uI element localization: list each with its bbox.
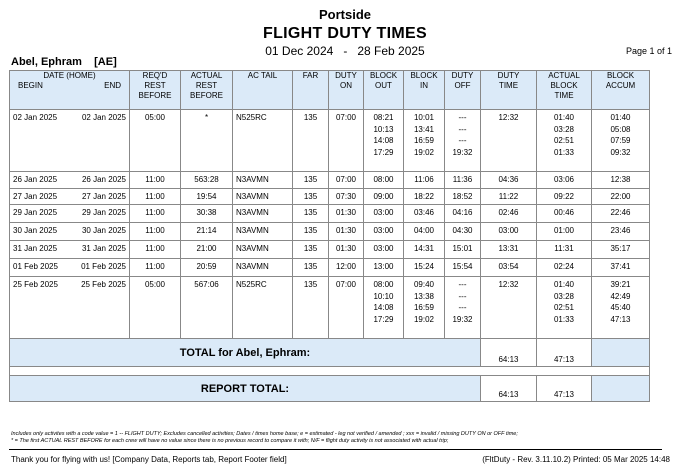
cell-block-out bbox=[364, 172, 404, 189]
cell-ac-tail: N3AVMN bbox=[233, 241, 293, 259]
footer-print-info: (FltDuty - Rev. 3.11.10.2) Printed: 05 Mar 2025 14:48 bbox=[482, 455, 670, 464]
cell-block-out bbox=[364, 110, 404, 172]
cell-block-accum-line: 09:32 bbox=[610, 147, 631, 157]
cell-block-out-line: 03:00 bbox=[373, 208, 394, 217]
report-total-block: 47:13 bbox=[537, 376, 592, 402]
cell-actual-block-line: 03:28 bbox=[553, 124, 575, 134]
cell-reqd-rest: 11:00 bbox=[130, 241, 181, 259]
cell-block-out bbox=[364, 241, 404, 259]
cell-reqd-rest: 11:00 bbox=[130, 172, 181, 189]
header-block-in: BLOCK IN bbox=[404, 71, 445, 110]
header-duty-off: DUTY OFF bbox=[445, 71, 481, 110]
header-ac-tail: AC TAIL bbox=[233, 71, 293, 110]
report-total-row bbox=[10, 376, 650, 402]
cell-block-in-line: 04:00 bbox=[413, 226, 435, 235]
cell-far: 135 bbox=[293, 277, 329, 339]
date-end: 30 Jan 2025 bbox=[81, 226, 126, 235]
date-begin: 02 Jan 2025 bbox=[13, 113, 58, 122]
date-end: 31 Jan 2025 bbox=[81, 244, 126, 253]
cell-dates bbox=[10, 223, 130, 241]
cell-block-accum-line: 39:21 bbox=[610, 280, 631, 289]
cell-block-accum-line: 22:00 bbox=[610, 191, 631, 201]
cell-duty-on: 01:30 bbox=[329, 241, 364, 259]
cell-duty-off bbox=[445, 205, 481, 223]
cell-duty-on: 07:00 bbox=[329, 277, 364, 339]
header-date: DATE (HOME) BEGIN END bbox=[10, 71, 130, 110]
cell-actual-block bbox=[537, 241, 592, 259]
cell-block-in bbox=[404, 241, 445, 259]
cell-duty-off bbox=[445, 223, 481, 241]
cell-block-accum bbox=[592, 223, 650, 241]
cell-block-in-line: 09:40 bbox=[413, 280, 435, 289]
cell-actual-block-line: 00:46 bbox=[553, 208, 575, 217]
cell-far: 135 bbox=[293, 205, 329, 223]
cell-duty-time: 11:22 bbox=[481, 188, 537, 205]
cell-duty-off bbox=[445, 277, 481, 339]
cell-actual-rest: * bbox=[181, 110, 233, 172]
cell-block-out-line: 08:00 bbox=[373, 280, 394, 289]
range-separator: - bbox=[343, 44, 348, 58]
cell-duty-on: 07:00 bbox=[329, 172, 364, 189]
cell-far: 135 bbox=[293, 110, 329, 172]
table-row bbox=[10, 205, 650, 223]
cell-block-accum bbox=[592, 241, 650, 259]
cell-duty-off-line: 19:32 bbox=[452, 147, 473, 157]
cell-actual-block-line: 03:06 bbox=[553, 175, 575, 184]
cell-actual-block-line: 01:33 bbox=[553, 147, 575, 157]
cell-block-accum-line: 22:46 bbox=[610, 208, 631, 217]
cell-ac-tail: N525RC bbox=[233, 110, 293, 172]
cell-block-out-line: 08:21 bbox=[373, 113, 394, 122]
cell-block-accum-line: 05:08 bbox=[610, 124, 631, 134]
cell-block-out-line: 03:00 bbox=[373, 244, 394, 253]
cell-duty-on: 07:30 bbox=[329, 188, 364, 205]
date-begin: 26 Jan 2025 bbox=[13, 175, 58, 184]
cell-block-accum bbox=[592, 172, 650, 189]
header-block-accum: BLOCK ACCUM bbox=[592, 71, 650, 110]
cell-actual-block-line: 09:22 bbox=[553, 191, 575, 201]
crew-total-duty: 64:13 bbox=[481, 339, 537, 367]
footer-notes bbox=[11, 431, 683, 445]
cell-block-out-line: 09:00 bbox=[373, 191, 394, 201]
cell-block-in bbox=[404, 188, 445, 205]
table-row bbox=[10, 172, 650, 189]
cell-block-accum bbox=[592, 259, 650, 277]
header-duty-on: DUTY ON bbox=[329, 71, 364, 110]
cell-dates bbox=[10, 172, 130, 189]
cell-block-in-line: 15:24 bbox=[413, 262, 435, 271]
cell-dates bbox=[10, 205, 130, 223]
cell-block-in bbox=[404, 205, 445, 223]
cell-actual-block-line: 03:28 bbox=[553, 291, 575, 301]
cell-ac-tail: N3AVMN bbox=[233, 259, 293, 277]
cell-block-out bbox=[364, 205, 404, 223]
cell-block-out-line: 03:00 bbox=[373, 226, 394, 235]
cell-duty-off-line: --- bbox=[458, 303, 467, 312]
crew-total-row bbox=[10, 339, 650, 367]
cell-block-accum bbox=[592, 110, 650, 172]
footer-divider bbox=[9, 449, 662, 450]
cell-actual-rest: 563:28 bbox=[181, 172, 233, 189]
cell-block-out-line: 10:13 bbox=[373, 124, 394, 134]
cell-block-accum bbox=[592, 277, 650, 339]
cell-duty-time: 12:32 bbox=[481, 110, 537, 172]
cell-actual-block bbox=[537, 277, 592, 339]
header-actual-block: ACTUAL BLOCK TIME bbox=[537, 71, 592, 110]
table-row bbox=[10, 277, 650, 339]
cell-actual-block bbox=[537, 188, 592, 205]
cell-ac-tail: N3AVMN bbox=[233, 205, 293, 223]
crew-code: [AE] bbox=[94, 56, 117, 68]
cell-actual-block-line: 01:40 bbox=[553, 113, 575, 122]
footer-note-1: Includes only activites with a code value = 1 -- FLIGHT DUTY; Excludes cancelled activities; Dates / times home base; e = estimated - leg not verified / amended ; xxx = invalid / missing DUTY ON or OFF time; bbox=[11, 431, 518, 437]
date-begin: 01 Feb 2025 bbox=[13, 262, 58, 271]
cell-block-out bbox=[364, 223, 404, 241]
header-far: FAR bbox=[293, 71, 329, 110]
report-total-label: REPORT TOTAL: bbox=[10, 376, 481, 402]
cell-block-accum-line: 01:40 bbox=[610, 113, 631, 122]
cell-block-in-line: 19:02 bbox=[413, 147, 435, 157]
cell-block-out-line: 17:29 bbox=[373, 314, 394, 324]
cell-duty-off-line: --- bbox=[458, 113, 467, 122]
cell-far: 135 bbox=[293, 223, 329, 241]
cell-duty-off-line: --- bbox=[458, 291, 467, 301]
table-row bbox=[10, 259, 650, 277]
range-end: 28 Feb 2025 bbox=[357, 44, 425, 58]
cell-reqd-rest: 11:00 bbox=[130, 188, 181, 205]
cell-block-in bbox=[404, 277, 445, 339]
cell-actual-block bbox=[537, 205, 592, 223]
cell-duty-off bbox=[445, 172, 481, 189]
cell-block-in bbox=[404, 259, 445, 277]
cell-reqd-rest: 11:00 bbox=[130, 205, 181, 223]
cell-duty-off bbox=[445, 241, 481, 259]
cell-block-in bbox=[404, 223, 445, 241]
cell-actual-block bbox=[537, 259, 592, 277]
date-end: 02 Jan 2025 bbox=[81, 113, 126, 122]
cell-duty-off-line: --- bbox=[458, 124, 467, 134]
cell-reqd-rest: 11:00 bbox=[130, 223, 181, 241]
cell-actual-block-line: 02:51 bbox=[553, 303, 575, 312]
cell-block-accum-line: 07:59 bbox=[610, 136, 631, 145]
cell-duty-time: 04:36 bbox=[481, 172, 537, 189]
company-name: Portside bbox=[318, 7, 371, 22]
cell-actual-block-line: 01:40 bbox=[553, 280, 575, 289]
cell-block-in-line: 19:02 bbox=[413, 314, 435, 324]
cell-actual-rest: 20:59 bbox=[181, 259, 233, 277]
cell-block-accum-line: 45:40 bbox=[610, 303, 631, 312]
cell-ac-tail: N525RC bbox=[233, 277, 293, 339]
header-duty-time: DUTY TIME bbox=[481, 71, 537, 110]
cell-block-out bbox=[364, 277, 404, 339]
date-end: 25 Feb 2025 bbox=[81, 280, 126, 289]
cell-dates bbox=[10, 259, 130, 277]
cell-block-in-line: 13:41 bbox=[413, 124, 435, 134]
report-title: FLIGHT DUTY TIMES bbox=[263, 25, 427, 42]
cell-ac-tail: N3AVMN bbox=[233, 172, 293, 189]
table-row bbox=[10, 241, 650, 259]
date-end: 26 Jan 2025 bbox=[81, 175, 126, 184]
header-row bbox=[10, 71, 650, 110]
cell-duty-off-line: 04:16 bbox=[452, 208, 473, 217]
cell-duty-off-line: 11:36 bbox=[452, 175, 473, 184]
cell-ac-tail: N3AVMN bbox=[233, 223, 293, 241]
cell-actual-rest: 21:14 bbox=[181, 223, 233, 241]
cell-block-in-line: 16:59 bbox=[413, 303, 435, 312]
cell-dates bbox=[10, 110, 130, 172]
date-begin: 25 Feb 2025 bbox=[13, 280, 58, 289]
cell-block-out-line: 14:08 bbox=[373, 136, 394, 145]
cell-far: 135 bbox=[293, 188, 329, 205]
cell-duty-on: 12:00 bbox=[329, 259, 364, 277]
cell-duty-time: 12:32 bbox=[481, 277, 537, 339]
crew-total-accum bbox=[592, 339, 650, 367]
cell-duty-off-line: 04:30 bbox=[452, 226, 473, 235]
cell-block-accum-line: 23:46 bbox=[610, 226, 631, 235]
footer-message: Thank you for flying with us! [Company Data, Reports tab, Report Footer field] bbox=[11, 455, 287, 464]
page-number: Page 1 of 1 bbox=[625, 46, 672, 56]
cell-block-accum bbox=[592, 205, 650, 223]
cell-block-accum-line: 35:17 bbox=[610, 244, 631, 253]
cell-duty-off-line: 18:52 bbox=[452, 191, 473, 201]
cell-block-in-line: 10:01 bbox=[413, 113, 435, 122]
header-reqd-rest: REQ'D REST BEFORE bbox=[130, 71, 181, 110]
crew-total-block: 47:13 bbox=[537, 339, 592, 367]
cell-block-in bbox=[404, 110, 445, 172]
cell-duty-off bbox=[445, 259, 481, 277]
cell-actual-block bbox=[537, 110, 592, 172]
cell-far: 135 bbox=[293, 172, 329, 189]
duty-table bbox=[9, 70, 650, 402]
cell-far: 135 bbox=[293, 259, 329, 277]
cell-block-accum-line: 47:13 bbox=[610, 314, 631, 324]
footer-note-2: * = The first ACTUAL REST BEFORE for each crew will have no value since there is no previous record to compare it with; N/F = flight duty activity is not associated with actual trip; bbox=[11, 438, 449, 444]
cell-actual-block-line: 02:24 bbox=[553, 262, 575, 271]
cell-reqd-rest: 05:00 bbox=[130, 110, 181, 172]
cell-duty-off-line: 19:32 bbox=[452, 314, 473, 324]
cell-block-in-line: 03:46 bbox=[413, 208, 435, 217]
cell-block-in bbox=[404, 172, 445, 189]
cell-duty-on: 01:30 bbox=[329, 223, 364, 241]
cell-duty-on: 01:30 bbox=[329, 205, 364, 223]
cell-block-accum bbox=[592, 188, 650, 205]
cell-dates bbox=[10, 188, 130, 205]
date-begin: 27 Jan 2025 bbox=[13, 191, 58, 201]
cell-dates bbox=[10, 277, 130, 339]
cell-block-out bbox=[364, 259, 404, 277]
cell-duty-off-line: --- bbox=[458, 280, 467, 289]
cell-duty-time: 03:00 bbox=[481, 223, 537, 241]
cell-actual-block bbox=[537, 223, 592, 241]
crew-name: Abel, Ephram bbox=[11, 56, 82, 68]
cell-reqd-rest: 05:00 bbox=[130, 277, 181, 339]
cell-block-accum-line: 37:41 bbox=[610, 262, 631, 271]
date-end: 27 Jan 2025 bbox=[81, 191, 126, 201]
date-end: 01 Feb 2025 bbox=[81, 262, 126, 271]
cell-ac-tail: N3AVMN bbox=[233, 188, 293, 205]
cell-far: 135 bbox=[293, 241, 329, 259]
cell-block-in-line: 16:59 bbox=[413, 136, 435, 145]
cell-block-accum-line: 12:38 bbox=[610, 175, 631, 184]
cell-dates bbox=[10, 241, 130, 259]
crew-heading bbox=[11, 56, 117, 68]
date-begin: 29 Jan 2025 bbox=[13, 208, 58, 217]
report-total-duty: 64:13 bbox=[481, 376, 537, 402]
table-row bbox=[10, 110, 650, 172]
cell-block-out-line: 17:29 bbox=[373, 147, 394, 157]
cell-block-out-line: 13:00 bbox=[373, 262, 394, 271]
cell-block-in-line: 13:38 bbox=[413, 291, 435, 301]
cell-duty-time: 13:31 bbox=[481, 241, 537, 259]
report-total-accum bbox=[592, 376, 650, 402]
cell-actual-rest: 30:38 bbox=[181, 205, 233, 223]
cell-actual-block-line: 11:31 bbox=[554, 244, 574, 253]
cell-actual-rest: 21:00 bbox=[181, 241, 233, 259]
date-end: 29 Jan 2025 bbox=[81, 208, 126, 217]
cell-actual-block-line: 01:33 bbox=[553, 314, 575, 324]
table-row bbox=[10, 223, 650, 241]
cell-block-accum-line: 42:49 bbox=[610, 291, 631, 301]
cell-block-out-line: 14:08 bbox=[373, 303, 394, 312]
header-actual-rest: ACTUAL REST BEFORE bbox=[181, 71, 233, 110]
cell-block-in-line: 14:31 bbox=[413, 244, 435, 253]
cell-duty-off-line: 15:01 bbox=[452, 244, 473, 253]
cell-duty-off bbox=[445, 188, 481, 205]
header-block-out: BLOCK OUT bbox=[364, 71, 404, 110]
cell-reqd-rest: 11:00 bbox=[130, 259, 181, 277]
cell-actual-block-line: 02:51 bbox=[553, 136, 575, 145]
cell-duty-off-line: 15:54 bbox=[452, 262, 473, 271]
date-begin: 30 Jan 2025 bbox=[13, 226, 58, 235]
cell-block-out-line: 10:10 bbox=[373, 291, 394, 301]
cell-duty-off-line: --- bbox=[458, 136, 467, 145]
cell-actual-block bbox=[537, 172, 592, 189]
cell-block-out bbox=[364, 188, 404, 205]
cell-actual-block-line: 01:00 bbox=[553, 226, 575, 235]
cell-block-out-line: 08:00 bbox=[373, 175, 394, 184]
table-row bbox=[10, 188, 650, 205]
cell-block-in-line: 18:22 bbox=[413, 191, 435, 201]
crew-total-label: TOTAL for Abel, Ephram: bbox=[10, 339, 481, 367]
cell-duty-time: 03:54 bbox=[481, 259, 537, 277]
range-start: 01 Dec 2024 bbox=[265, 44, 334, 58]
date-begin: 31 Jan 2025 bbox=[13, 244, 58, 253]
cell-block-in-line: 11:06 bbox=[414, 175, 434, 184]
cell-duty-time: 02:46 bbox=[481, 205, 537, 223]
cell-duty-off bbox=[445, 110, 481, 172]
cell-duty-on: 07:00 bbox=[329, 110, 364, 172]
cell-actual-rest: 567:06 bbox=[181, 277, 233, 339]
cell-actual-rest: 19:54 bbox=[181, 188, 233, 205]
